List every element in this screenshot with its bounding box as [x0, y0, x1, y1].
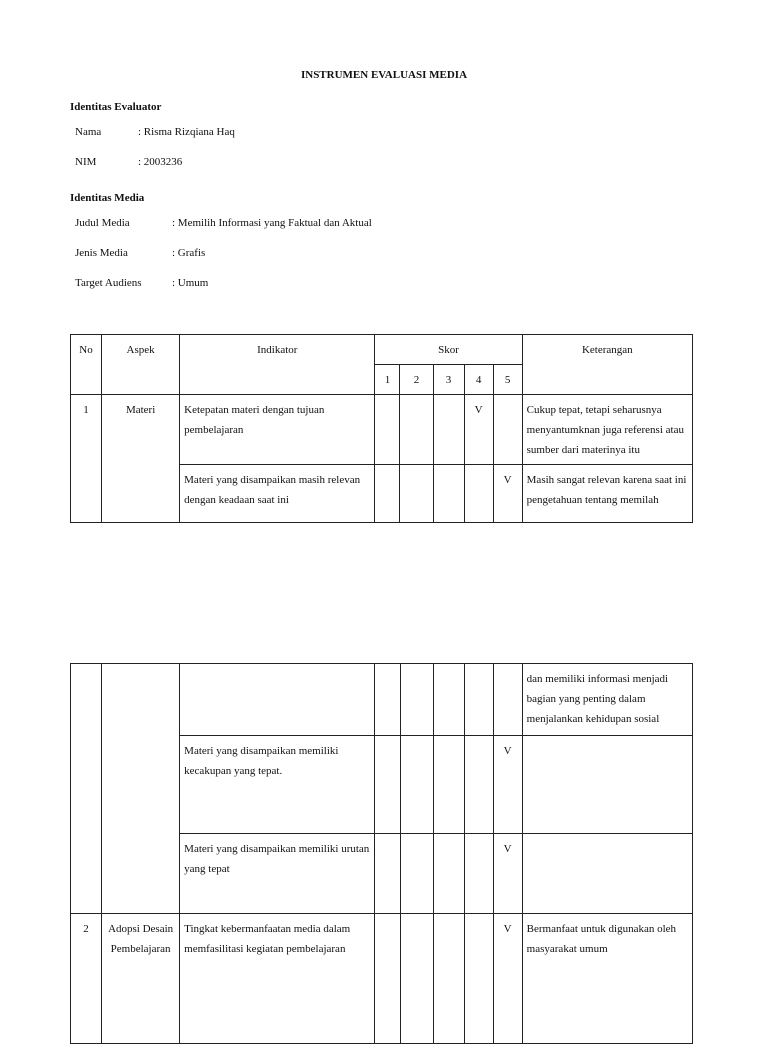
table-row — [71, 914, 693, 1044]
header-score-3: 3 — [433, 365, 464, 395]
field-label: Jenis Media — [75, 247, 128, 259]
score-cell-3 — [433, 664, 464, 736]
header-keterangan: Keterangan — [522, 335, 692, 395]
score-cell-1 — [375, 395, 400, 465]
row-keterangan — [522, 834, 692, 914]
table-row — [71, 664, 693, 736]
row-no: 2 — [71, 914, 102, 1044]
score-cell-2 — [400, 736, 433, 834]
evaluation-table-part-2 — [70, 663, 693, 1044]
row-keterangan: dan memiliki informasi menjadi bagian yang penting dalam menjalankan kehidupan sosial — [522, 664, 692, 736]
row-indikator: Materi yang disampaikan memiliki kecakupan yang tepat. — [180, 736, 375, 834]
score-cell-2 — [400, 914, 433, 1044]
field-label: NIM — [75, 156, 97, 168]
header-score-2: 2 — [400, 365, 433, 395]
row-indikator: Materi yang disampaikan masih relevan dengan keadaan saat ini — [180, 465, 375, 523]
score-cell-5: V — [493, 914, 522, 1044]
score-cell-1 — [375, 664, 400, 736]
row-no: 1 — [71, 395, 102, 523]
row-aspek — [102, 664, 180, 914]
score-cell-4 — [464, 465, 493, 523]
row-indikator: Materi yang disampaikan memiliki urutan yang tepat — [180, 834, 375, 914]
field-label: Judul Media — [75, 217, 130, 229]
row-keterangan: Cukup tepat, tetapi seharusnya menyantumknan juga referensi atau sumber dari materinya itu — [522, 395, 692, 465]
score-cell-2 — [400, 465, 433, 523]
score-cell-5: V — [493, 465, 522, 523]
field-value: : 2003236 — [138, 156, 183, 168]
score-cell-5 — [493, 664, 522, 736]
header-score-1: 1 — [375, 365, 400, 395]
score-cell-3 — [433, 736, 464, 834]
document-title: INSTRUMEN EVALUASI MEDIA — [300, 69, 468, 81]
header-indikator: Indikator — [180, 335, 375, 395]
header-skor: Skor — [375, 335, 522, 365]
field-label: Nama — [75, 126, 102, 138]
score-cell-3 — [433, 834, 464, 914]
score-cell-4 — [464, 914, 493, 1044]
field-value: : Grafis — [172, 247, 206, 259]
score-cell-1 — [375, 465, 400, 523]
evaluator-heading: Identitas Evaluator — [70, 101, 162, 113]
score-cell-4 — [464, 834, 493, 914]
field-value: : Memilih Informasi yang Faktual dan Aktual — [172, 217, 372, 229]
score-cell-2 — [400, 664, 433, 736]
field-label: Target Audiens — [75, 277, 142, 289]
row-no — [71, 664, 102, 914]
field-value: : Risma Rizqiana Haq — [138, 126, 235, 138]
row-indikator — [180, 664, 375, 736]
media-heading: Identitas Media — [70, 192, 145, 204]
score-cell-1 — [375, 914, 400, 1044]
evaluation-table-part-1 — [70, 334, 693, 523]
score-cell-5: V — [493, 736, 522, 834]
score-cell-1 — [375, 834, 400, 914]
score-cell-4 — [464, 664, 493, 736]
row-keterangan: Masih sangat relevan karena saat ini pengetahuan tentang memilah — [522, 465, 692, 523]
table-row — [71, 395, 693, 465]
score-cell-1 — [375, 736, 400, 834]
score-cell-2 — [400, 395, 433, 465]
row-indikator: Ketepatan materi dengan tujuan pembelajaran — [180, 395, 375, 465]
score-cell-5: V — [493, 834, 522, 914]
header-score-4: 4 — [464, 365, 493, 395]
score-cell-4: V — [464, 395, 493, 465]
score-cell-3 — [433, 914, 464, 1044]
score-cell-2 — [400, 834, 433, 914]
row-aspek: Adopsi Desain Pembelajaran — [102, 914, 180, 1044]
row-indikator: Tingkat kebermanfaatan media dalam memfasilitasi kegiatan pembelajaran — [180, 914, 375, 1044]
score-cell-4 — [464, 736, 493, 834]
row-aspek: Materi — [102, 395, 180, 523]
header-score-5: 5 — [493, 365, 522, 395]
header-aspek: Aspek — [102, 335, 180, 395]
score-cell-3 — [433, 395, 464, 465]
field-value: : Umum — [172, 277, 209, 289]
row-keterangan: Bermanfaat untuk digunakan oleh masyarakat umum — [522, 914, 692, 1044]
header-no: No — [71, 335, 102, 395]
score-cell-5 — [493, 395, 522, 465]
score-cell-3 — [433, 465, 464, 523]
row-keterangan — [522, 736, 692, 834]
